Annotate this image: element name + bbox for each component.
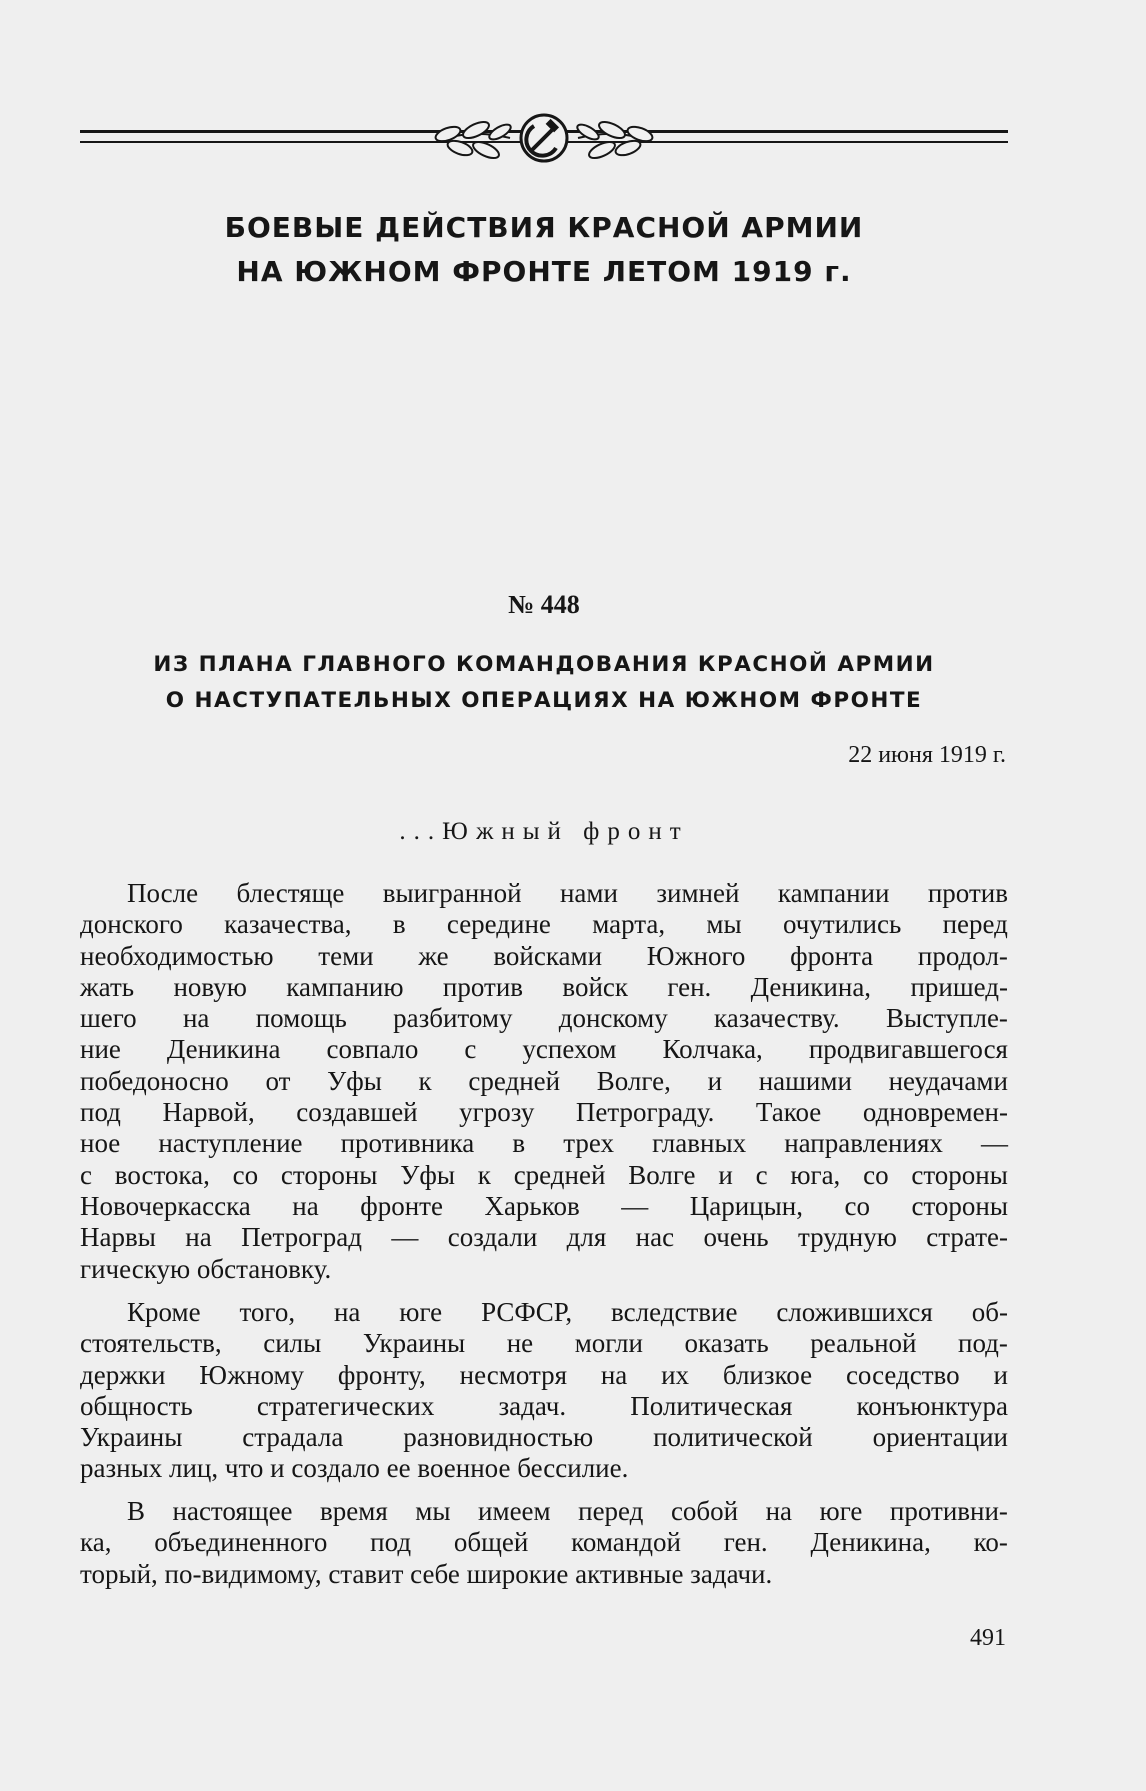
paragraph-2 [80, 1297, 1008, 1485]
chapter-title-line-2: НА ЮЖНОМ ФРОНТЕ ЛЕТОМ 1919 г. [236, 255, 852, 288]
text-line: ное наступление противника в трех главных направлениях — [80, 1128, 1008, 1159]
hammer-and-sickle-emblem-icon [521, 115, 567, 161]
text-line: жать новую кампанию против войск ген. Деникина, пришед- [80, 971, 1008, 1002]
chapter-title-line-1: БОЕВЫЕ ДЕЙСТВИЯ КРАСНОЙ АРМИИ [224, 211, 864, 244]
text-line: донского казачества, в середине марта, мы очутились перед [80, 909, 1008, 940]
oak-branch-right-icon [575, 119, 654, 162]
text-line: Нарвы на Петроград — создали для нас очень трудную страте- [80, 1222, 1008, 1253]
text-line: разных лиц, что и создало ее военное бессилие. [80, 1453, 629, 1484]
document-title-line-1: ИЗ ПЛАНА ГЛАВНОГО КОМАНДОВАНИЯ КРАСНОЙ АРМИИ [153, 652, 935, 677]
text-line: гическую обстановку. [80, 1253, 332, 1284]
text-line: под Нарвой, создавшей угрозу Петрограду. Такое одновремен- [80, 1097, 1008, 1128]
document-title-line-2: О НАСТУПАТЕЛЬНЫХ ОПЕРАЦИЯХ НА ЮЖНОМ ФРОНТЕ [165, 688, 923, 713]
page-number: 491 [970, 1625, 1006, 1651]
oak-branch-left-icon [434, 119, 513, 162]
text-line: шего на помощь разбитому донскому казачеству. Выступле- [80, 1003, 1008, 1034]
text-line: победоносно от Уфы к средней Волге, и нашими неудачами [80, 1065, 1008, 1096]
text-line: Украины страдала разновидностью политической ориентации [80, 1422, 1008, 1453]
document-date: 22 июня 1919 г. [848, 742, 1006, 768]
text-line: стоятельств, силы Украины не могли оказать реальной под- [80, 1328, 1008, 1359]
text-line: с востока, со стороны Уфы к средней Волге и с юга, со стороны [80, 1159, 1008, 1190]
text-line: ка, объединенного под общей командой ген. Деникина, ко- [80, 1527, 1008, 1558]
text-line: Новочеркасска на фронте Харьков — Царицын, со стороны [80, 1190, 1008, 1221]
text-line: Кроме того, на юге РСФСР, вследствие сложившихся об- [127, 1297, 1008, 1327]
text-line: После блестяще выигранной нами зимней кампании против [127, 878, 1008, 908]
header-ornament [80, 108, 1008, 178]
document-number: № 448 [508, 590, 580, 619]
text-line: В настоящее время мы имеем перед собой на юге противни- [127, 1496, 1008, 1526]
text-line: общность стратегических задач. Политическая конъюнктура [80, 1390, 1008, 1421]
text-line: держки Южному фронту, несмотря на их близкое соседство и [80, 1359, 1008, 1390]
text-line: торый, по-видимому, ставит себе широкие активные задачи. [80, 1558, 773, 1589]
paragraph-3 [80, 1496, 1008, 1590]
section-heading: ...Южный фронт [399, 818, 689, 845]
paragraph-1 [80, 878, 1008, 1285]
text-line: ние Деникина совпало с успехом Колчака, продвигавшегося [80, 1034, 1008, 1065]
text-line: необходимостью теми же войсками Южного фронта продол- [80, 940, 1008, 971]
